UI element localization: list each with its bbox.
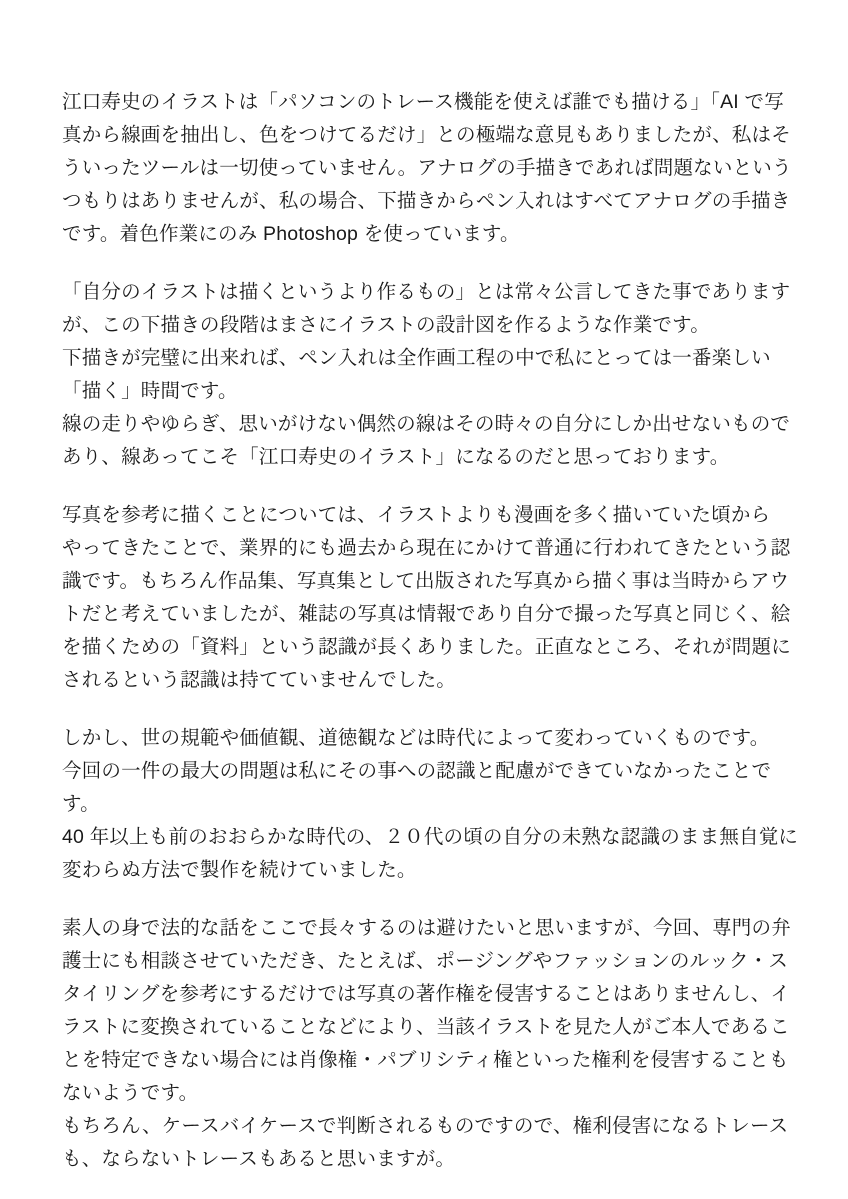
- text-segment: 40 年以上も前のおおらかな時代の、２０代の頃の自分の未熟な認識のまま無自覚に変わらぬ方法で製作を続けていました。: [62, 826, 799, 881]
- text-segment: 素人の身で法的な話をここで長々するのは避けたいと思いますが、今回、専門の弁護士にも相談させていただき、たとえば、ポージングやファッションのルック・スタイリングを参考にするだけでは写真の著作権を侵害することはありませんし、イラストに変換されていることなどにより、当該イラストを見た人がご本人であることを特定できない場合には肖像権・パブリシティ権といった権利を侵害することもないようです。: [62, 917, 791, 1104]
- text-segment: しかし、世の規範や価値観、道徳観などは時代によって変わっていくものです。: [62, 727, 770, 749]
- text-segment: もちろん、ケースバイケースで判断されるものですので、権利侵害になるトレースも、ならないトレースもあると思いますが。: [62, 1115, 789, 1170]
- text-segment: 今回の一件の最大の問題は私にその事への認識と配慮ができていなかったことです。: [62, 760, 772, 815]
- text-segment: 写真を参考に描くことについては、イラストよりも漫画を多く描いていた頃からやってきたことで、業界的にも過去から現在にかけて普通に行われてきたという認識です。もちろん作品集、写真集として出版された写真から描く事は当時からアウトだと考えていましたが、雑誌の写真は情報であり自分で撮った写真と同じく、絵を描くための「資料」という認識が長くありました。正直なところ、それが問題にされるという認識は持てていませんでした。: [62, 504, 791, 691]
- paragraph-changing-norms: [62, 722, 802, 887]
- text-segment: 線の走りやゆらぎ、思いがけない偶然の線はその時々の自分にしか出せないものであり、線あってこそ「江口寿史のイラスト」になるのだと思っております。: [62, 413, 791, 468]
- text-segment: 下描きが完璧に出来れば、ペン入れは全作画工程の中で私にとっては一番楽しい「描く」時間です。: [62, 347, 771, 402]
- paragraph-tools-denial: [62, 86, 802, 251]
- paragraph-legal-discussion: [62, 912, 802, 1176]
- text-segment: 「自分のイラストは描くというより作るもの」とは常々公言してきた事でありますが、この下描きの段階はまさにイラストの設計図を作るような作業です。: [62, 281, 791, 336]
- paragraph-photo-reference: [62, 499, 802, 697]
- text-segment: 江口寿史のイラストは「パソコンのトレース機能を使えば誰でも描ける」「AI で写真から線画を抽出し、色をつけてるだけ」との極端な意見もありましたが、私はそういったツールは一切使っていません。アナログの手描きであれば問題ないというつもりはありませんが、私の場合、下描きからペン入れはすべてアナログの手描きです。着色作業にのみ Photoshop を使っています。: [62, 91, 792, 245]
- statement-text: [62, 86, 802, 1176]
- paragraph-drawing-process: [62, 276, 802, 474]
